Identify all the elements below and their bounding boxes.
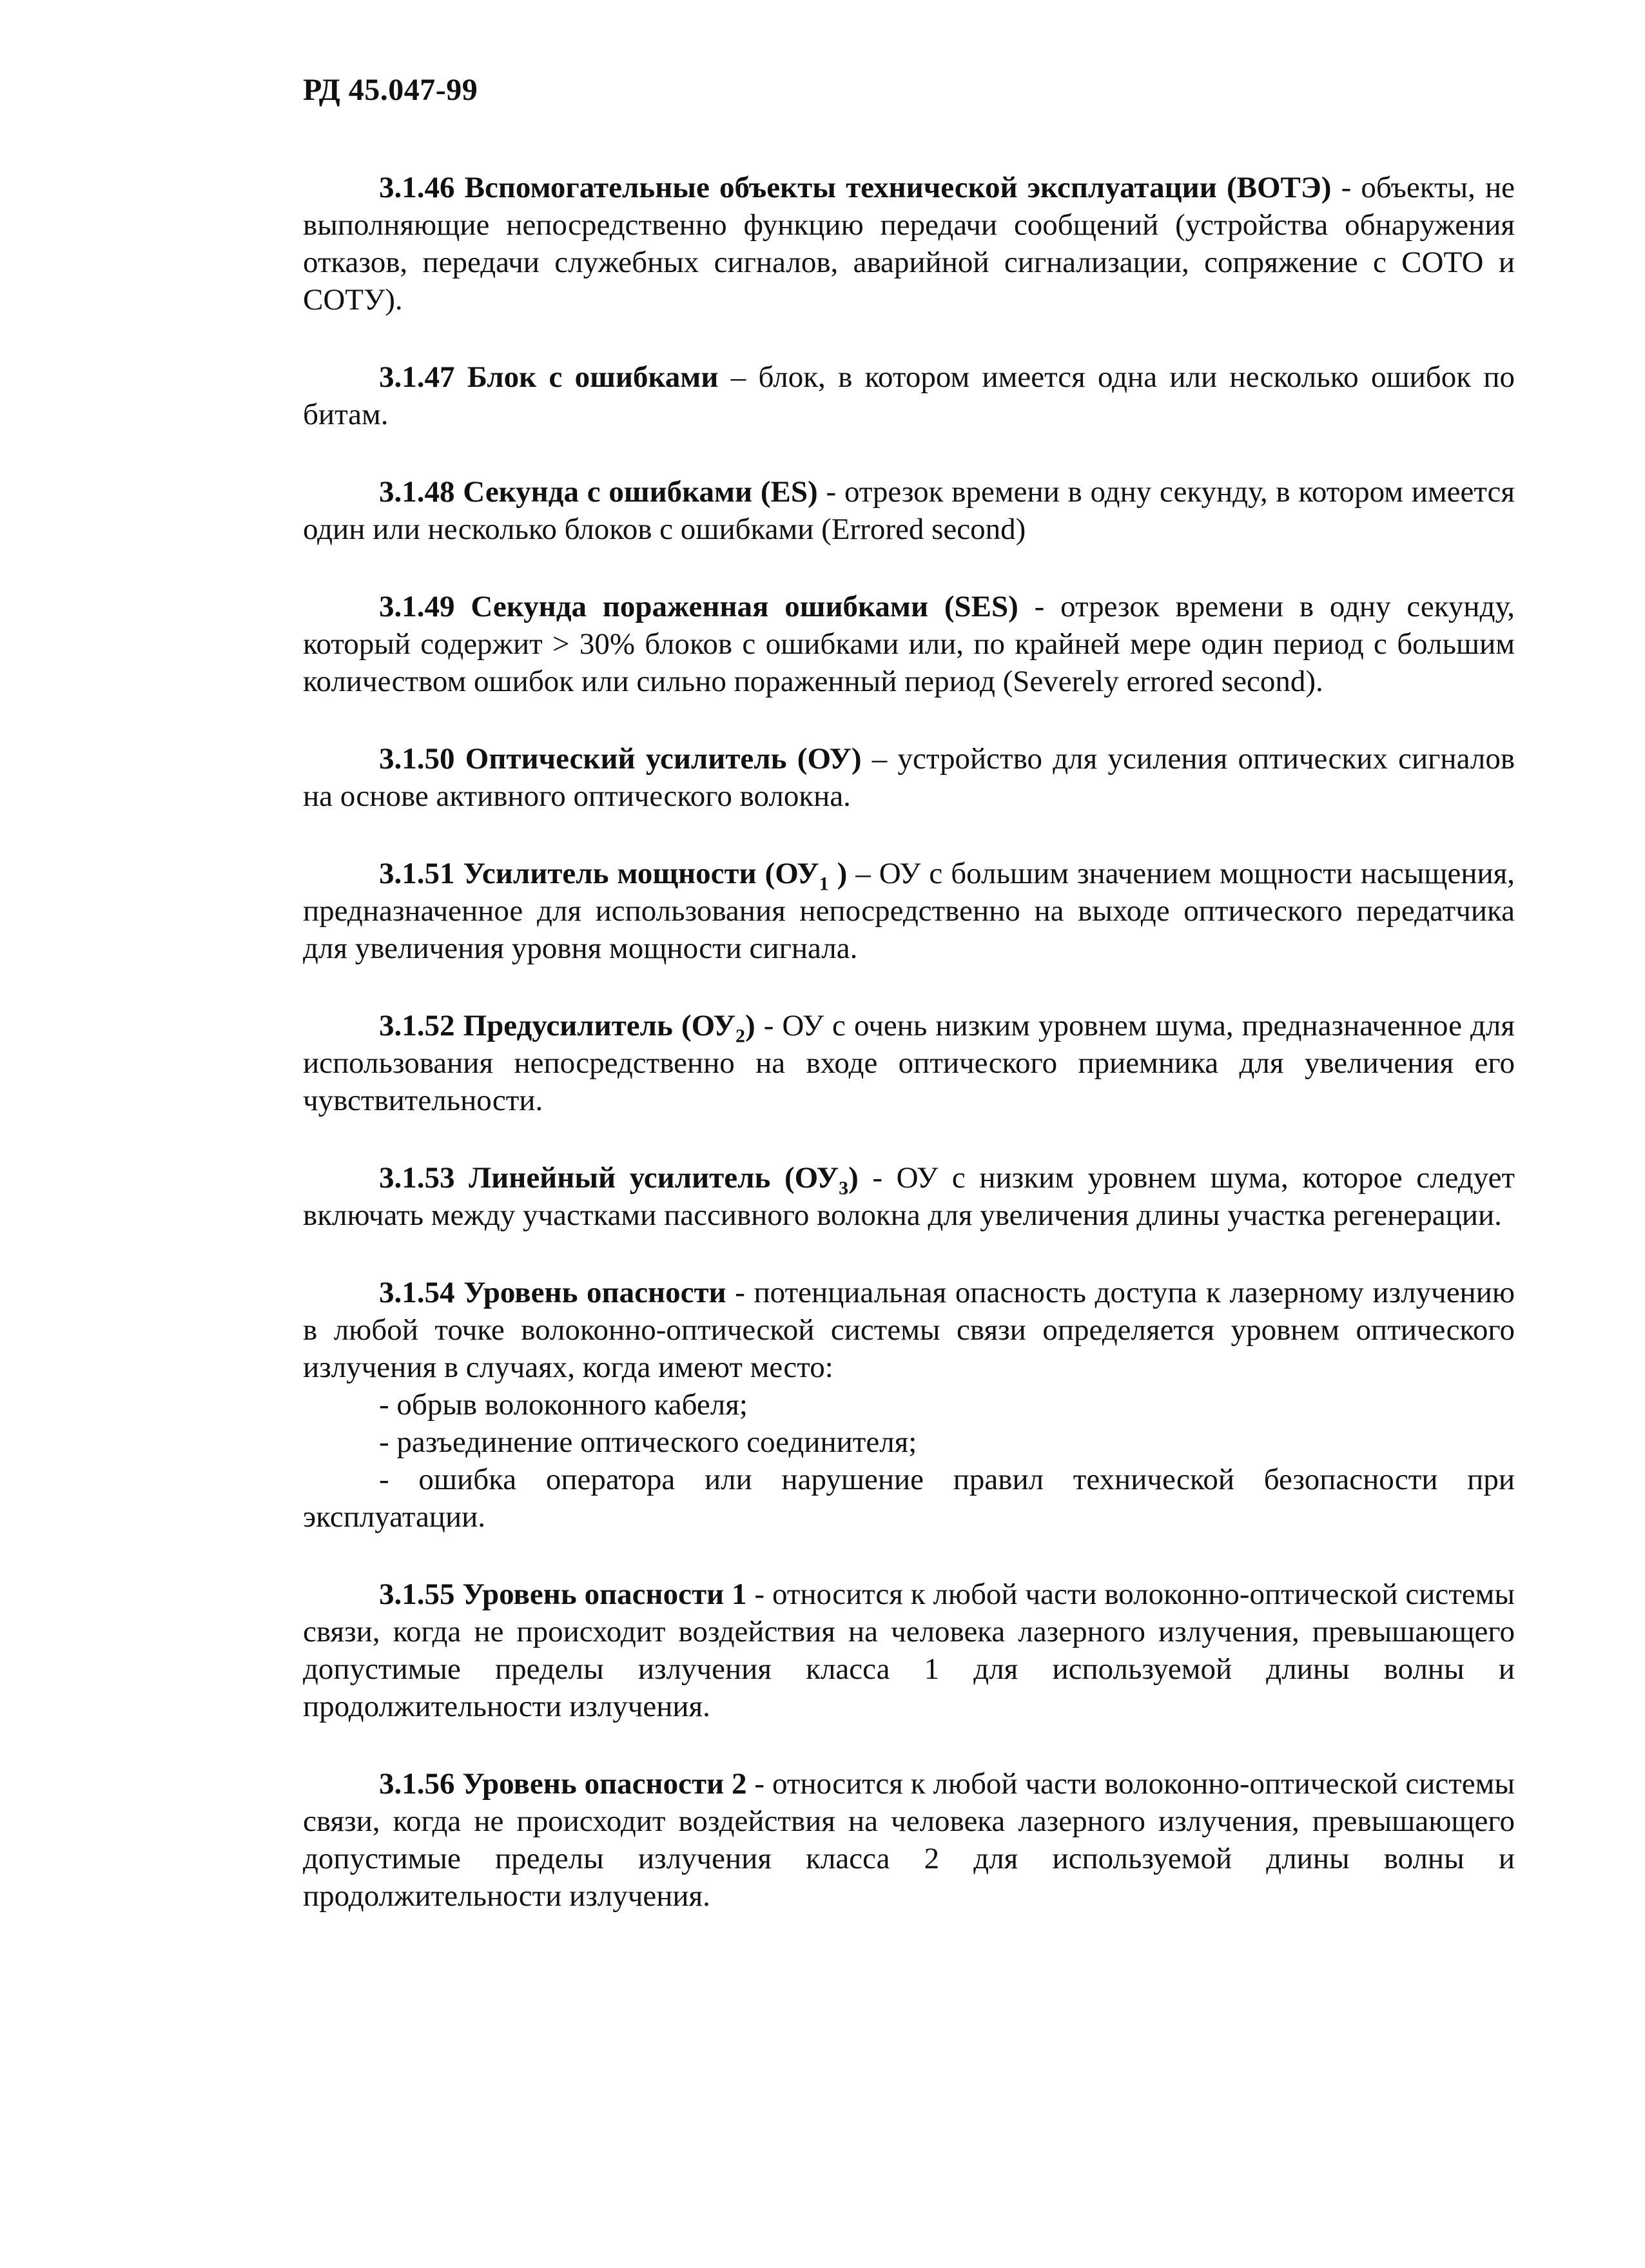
term-name: Уровень опасности 1 [462, 1578, 747, 1611]
term-name-subscript: 3 [839, 1177, 849, 1199]
term-definition: - ОУ с низким уровнем шума, которое следует включать между участками пассивного волокна для увеличения длины участка регенерации. [303, 1161, 1515, 1232]
term-definition: - потенциальная опасность доступа к лазерному излучению в любой точке волоконно-оптической системы связи определяется уровнем оптического излучения в случаях, когда имеют место: [303, 1276, 1515, 1384]
term-definition: - ОУ с очень низким уровнем шума, предназначенное для использования непосредственно на входе оптического приемника для увеличения его чувствительности. [303, 1009, 1515, 1117]
term-definition: – блок, в котором имеется одна или несколько ошибок по битам. [303, 360, 1515, 431]
term-definition: - относится к любой части волоконно-оптической системы связи, когда не происходит воздействия на человека лазерного излучения, превышающего допустимые пределы излучения класса 1 для используемой длины волны и продолжительности излучения. [303, 1578, 1515, 1723]
term-number: 3.1.48 [379, 475, 455, 509]
term-name: Секунда с ошибками (ES) [463, 475, 818, 509]
term-name-subscript: 1 [819, 873, 829, 895]
term-3-1-54 [303, 1274, 1515, 1386]
term-3-1-53 [303, 1159, 1515, 1234]
term-name-close: ) [848, 1161, 859, 1195]
term-name: Секунда пораженная ошибками (SES) [471, 590, 1018, 623]
term-definition: - отрезок времени в одну секунду, который содержит > 30% блоков с ошибками или, по крайней мере один период с большим количеством ошибок или сильно пораженный период (Severely errored second). [303, 590, 1515, 698]
term-definition: – ОУ с большим значением мощности насыщения, предназначенное для использования непосредственно на выходе оптического передатчика для увеличения уровня мощности сигнала. [303, 857, 1515, 965]
term-number: 3.1.52 [379, 1009, 455, 1042]
term-3-1-49 [303, 588, 1515, 700]
term-name-close: ) [828, 857, 848, 890]
term-name [469, 1161, 859, 1199]
term-name [463, 1009, 755, 1047]
term-name [463, 857, 848, 895]
term-number: 3.1.55 [379, 1578, 455, 1611]
term-number: 3.1.50 [379, 742, 455, 776]
term-definition: - объекты, не выполняющие непосредственно функцию передачи сообщений (устройства обнаружения отказов, передачи служебных сигналов, аварийной сигнализации, сопряжение с СОТО и СОТУ). [303, 171, 1515, 317]
term-number: 3.1.51 [379, 857, 455, 890]
term-3-1-51 [303, 855, 1515, 967]
term-name-text: Линейный усилитель (ОУ [469, 1161, 839, 1195]
term-3-1-52 [303, 1007, 1515, 1119]
term-3-1-50 [303, 740, 1515, 815]
term-name: Вспомогательные объекты технической эксплуатации (ВОТЭ) [464, 171, 1332, 204]
term-number: 3.1.56 [379, 1767, 455, 1801]
term-3-1-47 [303, 358, 1515, 433]
term-number: 3.1.49 [379, 590, 455, 623]
term-name: Уровень опасности [463, 1276, 726, 1309]
list-item: - обрыв волоконного кабеля; [379, 1388, 748, 1422]
term-number: 3.1.53 [379, 1161, 455, 1195]
term-3-1-46 [303, 169, 1515, 318]
term-definition: – устройство для усиления оптических сигналов на основе активного оптического волокна. [303, 742, 1515, 813]
term-name-subscript: 2 [735, 1025, 746, 1047]
term-number: 3.1.54 [379, 1276, 455, 1309]
document-body [303, 169, 1515, 1955]
term-number: 3.1.47 [379, 360, 455, 394]
term-name: Блок с ошибками [467, 360, 719, 394]
term-number: 3.1.46 [379, 171, 455, 204]
list-item: - ошибка оператора или нарушение правил технической безопасности при эксплуатации. [303, 1463, 1515, 1534]
term-name-text: Усилитель мощности (ОУ [463, 857, 819, 890]
danger-list [303, 1386, 1515, 1536]
term-name: Уровень опасности 2 [462, 1767, 747, 1801]
term-name-text: Предусилитель (ОУ [463, 1009, 736, 1042]
list-item: - разъединение оптического соединителя; [379, 1425, 917, 1459]
term-3-1-48 [303, 473, 1515, 548]
term-definition: - относится к любой части волоконно-оптической системы связи, когда не происходит воздействия на человека лазерного излучения, превышающего допустимые пределы излучения класса 2 для используемой длины волны и продолжительности излучения. [303, 1767, 1515, 1913]
term-definition: - отрезок времени в одну секунду, в котором имеется один или несколько блоков с ошибками (Errored second) [303, 475, 1515, 546]
term-name: Оптический усилитель (ОУ) [465, 742, 862, 776]
term-3-1-56 [303, 1765, 1515, 1915]
term-name-close: ) [745, 1009, 755, 1042]
document-code: РД 45.047-99 [303, 73, 478, 107]
term-3-1-55 [303, 1576, 1515, 1725]
